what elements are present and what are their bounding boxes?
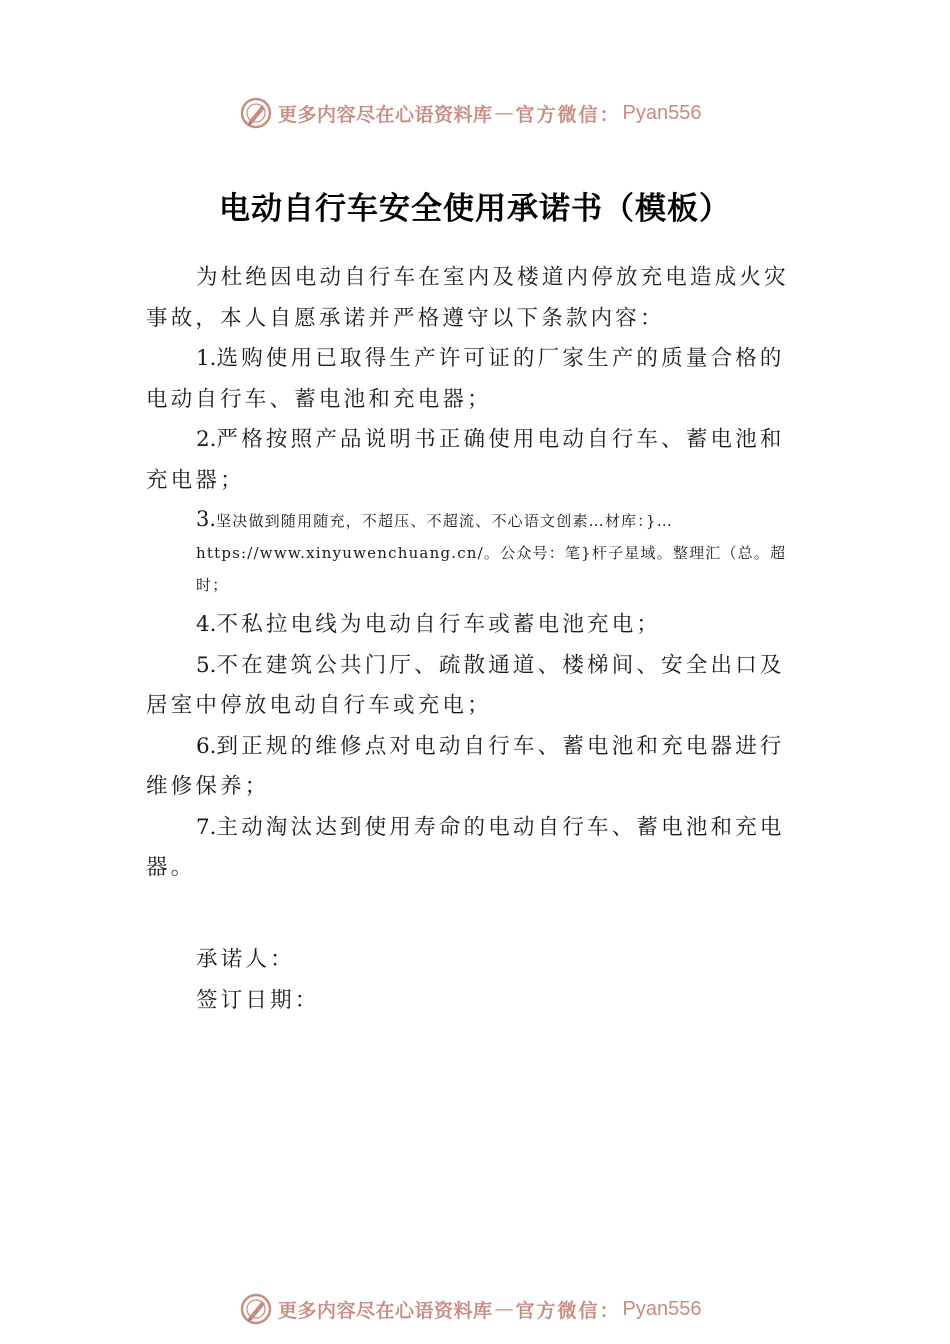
clause-item: 1.选购使用已取得生产许可证的厂家生产的质量合格的电动自行车、蓄电池和充电器； <box>146 346 785 412</box>
watermark-text: 更多内容尽在心语资料库 <box>278 103 493 126</box>
watermark-wechat-label: 官方微信： <box>515 103 621 126</box>
intro-paragraph: 为杜绝因电动自行车在室内及楼道内停放充电造成火灾事故，本人自愿承诺并严格遵守以下条款内容： <box>146 265 789 331</box>
clause-item: 4.不私拉电线为电动自行车或蓄电池充电； <box>196 612 662 637</box>
clause-item: 3.坚决做到随用随充，不超压、不超流、不心语文创素…材库：}…https://www.xinyuwenchuang.cn/。公众号：笔}杆子星域。整理汇（总。超时； <box>196 507 787 594</box>
watermark-wechat-id: Pyan556 <box>622 101 702 124</box>
watermark-separator: — <box>494 1298 514 1320</box>
clause-item: 7.主动淘汰达到使用寿命的电动自行车、蓄电池和充电器。 <box>146 814 785 880</box>
document-body <box>146 258 806 889</box>
pen-logo-icon <box>240 97 272 129</box>
date-label: 签订日期： <box>196 988 320 1013</box>
clause-item: 5.不在建筑公共门厅、疏散通道、楼梯间、安全出口及居室中停放电动自行车或充电； <box>146 652 785 718</box>
signer-label: 承诺人： <box>196 947 295 972</box>
watermark-separator: — <box>494 102 514 124</box>
pen-logo-icon <box>240 1293 272 1325</box>
watermark-wechat-label: 官方微信： <box>515 1299 621 1322</box>
watermark-wechat-id: Pyan556 <box>622 1297 702 1320</box>
document-title: 电动自行车安全使用承诺书（模板） <box>219 191 731 227</box>
watermark-text: 更多内容尽在心语资料库 <box>278 1299 493 1322</box>
clause-item: 6.到正规的维修点对电动自行车、蓄电池和充电器进行维修保养； <box>146 733 785 799</box>
watermark-footer <box>240 1292 702 1326</box>
clause-item: 2.严格按照产品说明书正确使用电动自行车、蓄电池和充电器； <box>146 427 785 493</box>
watermark-header <box>240 96 702 130</box>
